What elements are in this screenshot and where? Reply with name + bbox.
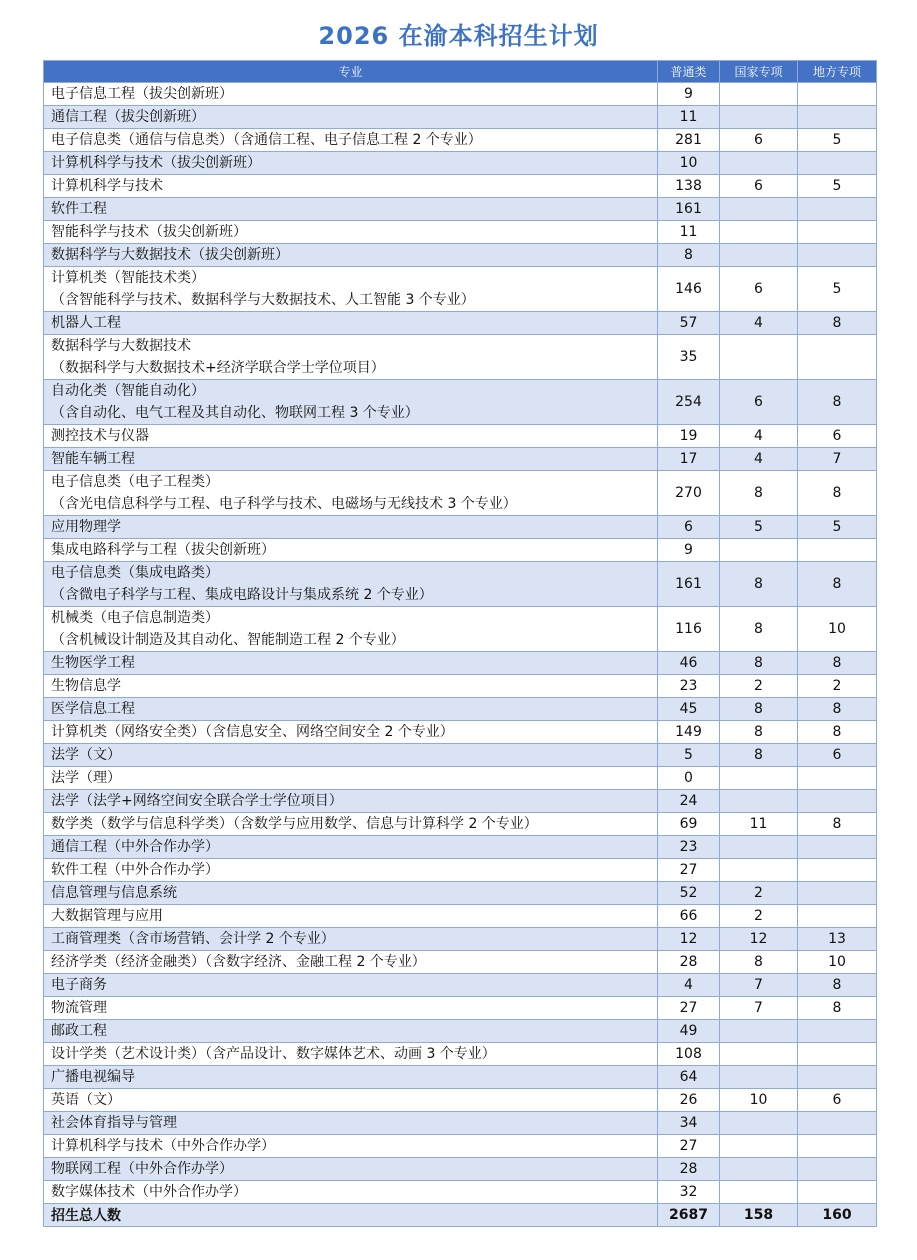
header-general: 普通类 bbox=[658, 61, 720, 83]
local-count-cell: 5 bbox=[798, 175, 877, 198]
general-count-cell: 49 bbox=[658, 1020, 720, 1043]
national-count-cell bbox=[720, 1112, 798, 1135]
national-count-cell: 12 bbox=[720, 928, 798, 951]
general-count-cell: 116 bbox=[658, 607, 720, 652]
table-row bbox=[44, 380, 877, 425]
national-count-cell bbox=[720, 198, 798, 221]
major-name-line: 智能科学与技术（拔尖创新班） bbox=[51, 224, 247, 240]
major-cell bbox=[44, 244, 658, 267]
table-row bbox=[44, 267, 877, 312]
major-name-line: 机械类（电子信息制造类） bbox=[51, 610, 219, 626]
general-count-cell: 6 bbox=[658, 516, 720, 539]
local-count-cell bbox=[798, 905, 877, 928]
major-name-line: （含智能科学与技术、数据科学与大数据技术、人工智能 3 个专业） bbox=[51, 292, 475, 308]
table-row bbox=[44, 974, 877, 997]
major-name-line: 计算机类（网络安全类）（含信息安全、网络空间安全 2 个专业） bbox=[51, 724, 454, 740]
local-count-cell bbox=[798, 836, 877, 859]
major-name-line: 计算机科学与技术（中外合作办学） bbox=[51, 1138, 275, 1154]
national-count-cell: 8 bbox=[720, 721, 798, 744]
national-count-cell bbox=[720, 221, 798, 244]
major-cell bbox=[44, 562, 658, 607]
national-count-cell: 8 bbox=[720, 607, 798, 652]
national-count-cell bbox=[720, 790, 798, 813]
national-count-cell: 4 bbox=[720, 425, 798, 448]
local-count-cell: 8 bbox=[798, 312, 877, 335]
table-row bbox=[44, 221, 877, 244]
table-row bbox=[44, 790, 877, 813]
local-count-cell: 8 bbox=[798, 652, 877, 675]
table-row bbox=[44, 562, 877, 607]
national-count-cell: 8 bbox=[720, 471, 798, 516]
national-count-cell: 6 bbox=[720, 267, 798, 312]
general-count-cell: 8 bbox=[658, 244, 720, 267]
major-name-line: 生物医学工程 bbox=[51, 655, 135, 671]
table-row bbox=[44, 312, 877, 335]
local-count-cell bbox=[798, 106, 877, 129]
major-cell bbox=[44, 882, 658, 905]
major-name-line: 社会体育指导与管理 bbox=[51, 1115, 177, 1131]
general-count-cell: 27 bbox=[658, 997, 720, 1020]
national-count-cell: 7 bbox=[720, 997, 798, 1020]
local-count-cell: 5 bbox=[798, 129, 877, 152]
table-row bbox=[44, 1135, 877, 1158]
table-row bbox=[44, 951, 877, 974]
national-count-cell bbox=[720, 1158, 798, 1181]
major-cell bbox=[44, 767, 658, 790]
local-count-cell: 8 bbox=[798, 974, 877, 997]
general-count-cell: 161 bbox=[658, 562, 720, 607]
major-name-line: 应用物理学 bbox=[51, 519, 121, 535]
national-count-cell: 2 bbox=[720, 675, 798, 698]
table-row bbox=[44, 1112, 877, 1135]
major-cell bbox=[44, 997, 658, 1020]
local-count-cell bbox=[798, 1112, 877, 1135]
local-count-cell: 6 bbox=[798, 425, 877, 448]
major-cell bbox=[44, 1066, 658, 1089]
general-count-cell: 146 bbox=[658, 267, 720, 312]
local-count-cell: 8 bbox=[798, 813, 877, 836]
major-cell bbox=[44, 198, 658, 221]
general-count-cell: 46 bbox=[658, 652, 720, 675]
table-row bbox=[44, 1020, 877, 1043]
major-cell bbox=[44, 1158, 658, 1181]
national-count-cell bbox=[720, 767, 798, 790]
general-count-cell: 270 bbox=[658, 471, 720, 516]
major-cell bbox=[44, 471, 658, 516]
table-row bbox=[44, 83, 877, 106]
local-count-cell: 8 bbox=[798, 471, 877, 516]
local-count-cell: 8 bbox=[798, 997, 877, 1020]
general-count-cell: 28 bbox=[658, 1158, 720, 1181]
national-count-cell bbox=[720, 335, 798, 380]
total-general: 2687 bbox=[658, 1204, 720, 1227]
major-name-line: （数据科学与大数据技术+经济学联合学士学位项目） bbox=[51, 360, 385, 376]
major-name-line: 经济学类（经济金融类）（含数字经济、金融工程 2 个专业） bbox=[51, 954, 426, 970]
table-row bbox=[44, 1181, 877, 1204]
major-name-line: （含自动化、电气工程及其自动化、物联网工程 3 个专业） bbox=[51, 405, 419, 421]
major-name-line: 工商管理类（含市场营销、会计学 2 个专业） bbox=[51, 931, 335, 947]
general-count-cell: 66 bbox=[658, 905, 720, 928]
total-row bbox=[44, 1204, 877, 1227]
local-count-cell: 7 bbox=[798, 448, 877, 471]
major-cell bbox=[44, 1043, 658, 1066]
major-cell bbox=[44, 312, 658, 335]
table-row bbox=[44, 198, 877, 221]
major-cell bbox=[44, 335, 658, 380]
table-row bbox=[44, 928, 877, 951]
major-name-line: 电子商务 bbox=[51, 977, 107, 993]
local-count-cell: 8 bbox=[798, 698, 877, 721]
major-name-line: 通信工程（拔尖创新班） bbox=[51, 109, 205, 125]
general-count-cell: 34 bbox=[658, 1112, 720, 1135]
table-row bbox=[44, 675, 877, 698]
admission-plan-table bbox=[43, 60, 877, 1227]
major-cell bbox=[44, 516, 658, 539]
major-cell bbox=[44, 1181, 658, 1204]
major-cell bbox=[44, 675, 658, 698]
general-count-cell: 69 bbox=[658, 813, 720, 836]
table-row bbox=[44, 744, 877, 767]
major-name-line: 物流管理 bbox=[51, 1000, 107, 1016]
local-count-cell bbox=[798, 767, 877, 790]
table-body bbox=[44, 83, 877, 1227]
major-cell bbox=[44, 790, 658, 813]
major-cell bbox=[44, 836, 658, 859]
national-count-cell: 11 bbox=[720, 813, 798, 836]
general-count-cell: 149 bbox=[658, 721, 720, 744]
national-count-cell bbox=[720, 244, 798, 267]
total-label: 招生总人数 bbox=[44, 1204, 658, 1227]
major-name-line: 通信工程（中外合作办学） bbox=[51, 839, 219, 855]
major-cell bbox=[44, 425, 658, 448]
table-row bbox=[44, 471, 877, 516]
table-row bbox=[44, 607, 877, 652]
general-count-cell: 57 bbox=[658, 312, 720, 335]
local-count-cell: 2 bbox=[798, 675, 877, 698]
local-count-cell: 10 bbox=[798, 607, 877, 652]
local-count-cell bbox=[798, 1181, 877, 1204]
national-count-cell: 6 bbox=[720, 129, 798, 152]
general-count-cell: 35 bbox=[658, 335, 720, 380]
national-count-cell: 7 bbox=[720, 974, 798, 997]
major-name-line: 设计学类（艺术设计类）（含产品设计、数字媒体艺术、动画 3 个专业） bbox=[51, 1046, 496, 1062]
header-national: 国家专项 bbox=[720, 61, 798, 83]
national-count-cell bbox=[720, 1181, 798, 1204]
national-count-cell bbox=[720, 1043, 798, 1066]
local-count-cell bbox=[798, 198, 877, 221]
local-count-cell bbox=[798, 221, 877, 244]
local-count-cell: 8 bbox=[798, 562, 877, 607]
table-row bbox=[44, 516, 877, 539]
local-count-cell: 5 bbox=[798, 516, 877, 539]
national-count-cell: 8 bbox=[720, 744, 798, 767]
general-count-cell: 19 bbox=[658, 425, 720, 448]
major-name-line: 数据科学与大数据技术 bbox=[51, 338, 191, 354]
local-count-cell bbox=[798, 152, 877, 175]
major-name-line: （含微电子科学与工程、集成电路设计与集成系统 2 个专业） bbox=[51, 587, 433, 603]
table-row bbox=[44, 244, 877, 267]
general-count-cell: 12 bbox=[658, 928, 720, 951]
major-name-line: 电子信息工程（拔尖创新班） bbox=[51, 86, 233, 102]
general-count-cell: 23 bbox=[658, 675, 720, 698]
table-row bbox=[44, 836, 877, 859]
general-count-cell: 23 bbox=[658, 836, 720, 859]
major-name-line: 自动化类（智能自动化） bbox=[51, 383, 205, 399]
local-count-cell: 6 bbox=[798, 744, 877, 767]
major-cell bbox=[44, 905, 658, 928]
table-row bbox=[44, 1158, 877, 1181]
general-count-cell: 45 bbox=[658, 698, 720, 721]
header-local: 地方专项 bbox=[798, 61, 877, 83]
general-count-cell: 27 bbox=[658, 1135, 720, 1158]
table-row bbox=[44, 175, 877, 198]
major-name-line: 计算机科学与技术（拔尖创新班） bbox=[51, 155, 261, 171]
national-count-cell: 10 bbox=[720, 1089, 798, 1112]
national-count-cell: 6 bbox=[720, 175, 798, 198]
major-cell bbox=[44, 539, 658, 562]
table-row bbox=[44, 152, 877, 175]
table-row bbox=[44, 813, 877, 836]
general-count-cell: 32 bbox=[658, 1181, 720, 1204]
major-cell bbox=[44, 744, 658, 767]
general-count-cell: 254 bbox=[658, 380, 720, 425]
major-cell bbox=[44, 152, 658, 175]
page-title: 2026 在渝本科招生计划 bbox=[318, 22, 599, 50]
general-count-cell: 108 bbox=[658, 1043, 720, 1066]
general-count-cell: 138 bbox=[658, 175, 720, 198]
table-row bbox=[44, 997, 877, 1020]
national-count-cell: 2 bbox=[720, 882, 798, 905]
national-count-cell bbox=[720, 1020, 798, 1043]
major-name-line: 医学信息工程 bbox=[51, 701, 135, 717]
table-row bbox=[44, 767, 877, 790]
general-count-cell: 27 bbox=[658, 859, 720, 882]
general-count-cell: 4 bbox=[658, 974, 720, 997]
national-count-cell: 8 bbox=[720, 562, 798, 607]
national-count-cell bbox=[720, 83, 798, 106]
national-count-cell bbox=[720, 1066, 798, 1089]
major-name-line: 测控技术与仪器 bbox=[51, 428, 149, 444]
major-name-line: 电子信息类（集成电路类） bbox=[51, 565, 219, 581]
major-cell bbox=[44, 221, 658, 244]
local-count-cell bbox=[798, 859, 877, 882]
table-row bbox=[44, 448, 877, 471]
general-count-cell: 24 bbox=[658, 790, 720, 813]
major-name-line: 数字媒体技术（中外合作办学） bbox=[51, 1184, 247, 1200]
local-count-cell bbox=[798, 1135, 877, 1158]
table-row bbox=[44, 905, 877, 928]
major-name-line: 计算机科学与技术 bbox=[51, 178, 163, 194]
national-count-cell: 6 bbox=[720, 380, 798, 425]
table-row bbox=[44, 425, 877, 448]
local-count-cell bbox=[798, 335, 877, 380]
table-row bbox=[44, 1066, 877, 1089]
major-cell bbox=[44, 721, 658, 744]
national-count-cell bbox=[720, 836, 798, 859]
major-cell bbox=[44, 1112, 658, 1135]
major-name-line: 广播电视编导 bbox=[51, 1069, 135, 1085]
table-row bbox=[44, 106, 877, 129]
local-count-cell bbox=[798, 1020, 877, 1043]
major-cell bbox=[44, 859, 658, 882]
local-count-cell: 8 bbox=[798, 721, 877, 744]
major-name-line: 法学（理） bbox=[51, 770, 121, 786]
major-name-line: 信息管理与信息系统 bbox=[51, 885, 177, 901]
total-local: 160 bbox=[798, 1204, 877, 1227]
major-name-line: 软件工程 bbox=[51, 201, 107, 217]
total-national: 158 bbox=[720, 1204, 798, 1227]
general-count-cell: 9 bbox=[658, 539, 720, 562]
general-count-cell: 11 bbox=[658, 106, 720, 129]
local-count-cell: 8 bbox=[798, 380, 877, 425]
local-count-cell: 13 bbox=[798, 928, 877, 951]
table-row bbox=[44, 335, 877, 380]
major-cell bbox=[44, 448, 658, 471]
national-count-cell: 8 bbox=[720, 698, 798, 721]
major-cell bbox=[44, 83, 658, 106]
major-cell bbox=[44, 1135, 658, 1158]
table-row bbox=[44, 882, 877, 905]
major-cell bbox=[44, 951, 658, 974]
major-name-line: 英语（文） bbox=[51, 1092, 121, 1108]
local-count-cell bbox=[798, 1158, 877, 1181]
major-cell bbox=[44, 175, 658, 198]
major-name-line: 电子信息类（通信与信息类）（含通信工程、电子信息工程 2 个专业） bbox=[51, 132, 482, 148]
table-row bbox=[44, 1089, 877, 1112]
major-name-line: （含光电信息科学与工程、电子科学与技术、电磁场与无线技术 3 个专业） bbox=[51, 496, 517, 512]
major-name-line: 物联网工程（中外合作办学） bbox=[51, 1161, 233, 1177]
major-name-line: 邮政工程 bbox=[51, 1023, 107, 1039]
major-cell bbox=[44, 267, 658, 312]
local-count-cell bbox=[798, 1066, 877, 1089]
national-count-cell: 4 bbox=[720, 448, 798, 471]
major-name-line: 数据科学与大数据技术（拔尖创新班） bbox=[51, 247, 289, 263]
general-count-cell: 64 bbox=[658, 1066, 720, 1089]
local-count-cell bbox=[798, 539, 877, 562]
table-row bbox=[44, 1043, 877, 1066]
general-count-cell: 161 bbox=[658, 198, 720, 221]
national-count-cell bbox=[720, 859, 798, 882]
major-name-line: 软件工程（中外合作办学） bbox=[51, 862, 219, 878]
general-count-cell: 28 bbox=[658, 951, 720, 974]
local-count-cell bbox=[798, 790, 877, 813]
general-count-cell: 0 bbox=[658, 767, 720, 790]
local-count-cell: 5 bbox=[798, 267, 877, 312]
national-count-cell bbox=[720, 539, 798, 562]
major-name-line: 电子信息类（电子工程类） bbox=[51, 474, 219, 490]
table-row bbox=[44, 539, 877, 562]
national-count-cell: 4 bbox=[720, 312, 798, 335]
general-count-cell: 52 bbox=[658, 882, 720, 905]
major-name-line: 数学类（数学与信息科学类）（含数学与应用数学、信息与计算科学 2 个专业） bbox=[51, 816, 538, 832]
national-count-cell: 2 bbox=[720, 905, 798, 928]
major-name-line: 生物信息学 bbox=[51, 678, 121, 694]
major-name-line: 智能车辆工程 bbox=[51, 451, 135, 467]
major-cell bbox=[44, 129, 658, 152]
general-count-cell: 281 bbox=[658, 129, 720, 152]
national-count-cell bbox=[720, 1135, 798, 1158]
table-row bbox=[44, 129, 877, 152]
major-name-line: 法学（法学+网络空间安全联合学士学位项目） bbox=[51, 793, 343, 809]
national-count-cell: 8 bbox=[720, 951, 798, 974]
major-cell bbox=[44, 1020, 658, 1043]
major-cell bbox=[44, 380, 658, 425]
general-count-cell: 10 bbox=[658, 152, 720, 175]
header-major: 专业 bbox=[44, 61, 658, 83]
major-name-line: 计算机类（智能技术类） bbox=[51, 270, 205, 286]
table-header-row bbox=[44, 61, 877, 83]
local-count-cell: 6 bbox=[798, 1089, 877, 1112]
national-count-cell: 5 bbox=[720, 516, 798, 539]
major-name-line: （含机械设计制造及其自动化、智能制造工程 2 个专业） bbox=[51, 632, 405, 648]
general-count-cell: 5 bbox=[658, 744, 720, 767]
major-name-line: 集成电路科学与工程（拔尖创新班） bbox=[51, 542, 275, 558]
table-row bbox=[44, 698, 877, 721]
major-cell bbox=[44, 974, 658, 997]
major-cell bbox=[44, 607, 658, 652]
general-count-cell: 11 bbox=[658, 221, 720, 244]
local-count-cell bbox=[798, 83, 877, 106]
local-count-cell bbox=[798, 882, 877, 905]
major-cell bbox=[44, 928, 658, 951]
national-count-cell bbox=[720, 106, 798, 129]
major-name-line: 法学（文） bbox=[51, 747, 121, 763]
local-count-cell bbox=[798, 244, 877, 267]
table-row bbox=[44, 721, 877, 744]
major-cell bbox=[44, 813, 658, 836]
local-count-cell: 10 bbox=[798, 951, 877, 974]
table-row bbox=[44, 859, 877, 882]
major-name-line: 机器人工程 bbox=[51, 315, 121, 331]
major-cell bbox=[44, 652, 658, 675]
general-count-cell: 9 bbox=[658, 83, 720, 106]
general-count-cell: 17 bbox=[658, 448, 720, 471]
major-cell bbox=[44, 698, 658, 721]
local-count-cell bbox=[798, 1043, 877, 1066]
table-row bbox=[44, 652, 877, 675]
national-count-cell: 8 bbox=[720, 652, 798, 675]
general-count-cell: 26 bbox=[658, 1089, 720, 1112]
major-cell bbox=[44, 1089, 658, 1112]
major-name-line: 大数据管理与应用 bbox=[51, 908, 163, 924]
national-count-cell bbox=[720, 152, 798, 175]
major-cell bbox=[44, 106, 658, 129]
